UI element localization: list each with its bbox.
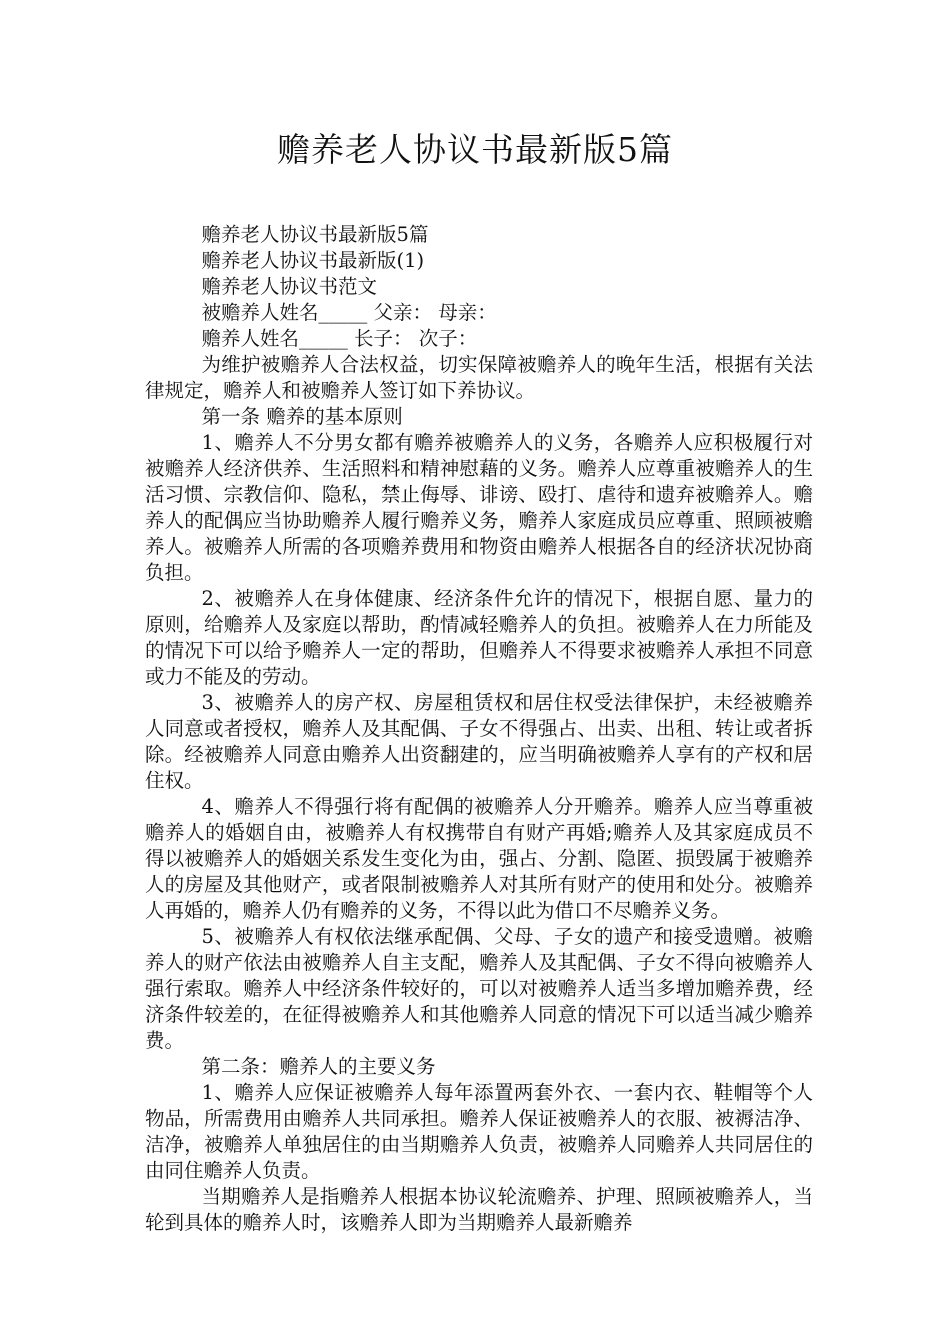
document-body <box>145 222 813 1236</box>
paragraph-supporter-name: 赡养人姓名_____ 长子： 次子： <box>201 327 478 350</box>
paragraph-dependent-name: 被赡养人姓名_____ 父亲： 母亲： <box>201 301 497 324</box>
section-heading-article-2: 第二条：赡养人的主要义务 <box>201 1055 436 1078</box>
document-title: 赡养老人协议书最新版5篇 <box>277 130 673 169</box>
clause-1-5: 5、被赡养人有权依法继承配偶、父母、子女的遗产和接受遗赠。被赡养人的财产依法由被赡养人自主支配，赡养人及其配偶、子女不得向被赡养人强行索取。赡养人中经济条件较好的，可以对被赡养人适当多增加赡养费，经济条件较差的，在征得被赡养人和其他赡养人同意的情况下可以适当减少赡养费。 <box>145 925 813 1052</box>
paragraph-heading-repeat: 赡养老人协议书最新版5篇 <box>201 223 429 246</box>
clause-1-2: 2、被赡养人在身体健康、经济条件允许的情况下，根据自愿、量力的原则，给赡养人及家庭以帮助，酌情减轻赡养人的负担。被赡养人在力所能及的情况下可以给予赡养人一定的帮助，但赡养人不得要求被赡养人承担不同意或力不能及的劳动。 <box>145 587 813 688</box>
clause-1-4: 4、赡养人不得强行将有配偶的被赡养人分开赡养。赡养人应当尊重被赡养人的婚姻自由，被赡养人有权携带自有财产再婚;赡养人及其家庭成员不得以被赡养人的婚姻关系发生变化为由，强占、分割、隐匿、损毁属于被赡养人的房屋及其他财产，或者限制被赡养人对其所有财产的使用和处分。被赡养人再婚的，赡养人仍有赡养的义务，不得以此为借口不尽赡养义务。 <box>145 795 813 922</box>
paragraph-subtitle: 赡养老人协议书最新版(1) <box>201 249 425 272</box>
clause-1-1: 1、赡养人不分男女都有赡养被赡养人的义务，各赡养人应积极履行对被赡养人经济供养、生活照料和精神慰藉的义务。赡养人应尊重被赡养人的生活习惯、宗教信仰、隐私，禁止侮辱、诽谤、殴打、虐待和遗弃被赡养人。赡养人的配偶应当协助赡养人履行赡养义务，赡养人家庭成员应尊重、照顾被赡养人。被赡养人所需的各项赡养费用和物资由赡养人根据各自的经济状况协商负担。 <box>145 431 813 584</box>
clause-2-definition: 当期赡养人是指赡养人根据本协议轮流赡养、护理、照顾被赡养人，当轮到具体的赡养人时，该赡养人即为当期赡养人最新赡养 <box>145 1185 813 1234</box>
paragraph-sample-label: 赡养老人协议书范文 <box>201 275 378 298</box>
paragraph-preamble: 为维护被赡养人合法权益，切实保障被赡养人的晚年生活，根据有关法律规定，赡养人和被赡养人签订如下养协议。 <box>145 353 813 402</box>
clause-1-3: 3、被赡养人的房产权、房屋租赁权和居住权受法律保护，未经被赡养人同意或者授权，赡养人及其配偶、子女不得强占、出卖、出租、转让或者拆除。经被赡养人同意由赡养人出资翻建的，应当明确被赡养人享有的产权和居住权。 <box>145 691 813 792</box>
section-heading-article-1: 第一条 赡养的基本原则 <box>201 405 403 428</box>
clause-2-1: 1、赡养人应保证被赡养人每年添置两套外衣、一套内衣、鞋帽等个人物品，所需费用由赡养人共同承担。赡养人保证被赡养人的衣服、被褥洁净、洁净，被赡养人单独居住的由当期赡养人负责，被赡养人同赡养人共同居住的由同住赡养人负责。 <box>145 1081 813 1182</box>
